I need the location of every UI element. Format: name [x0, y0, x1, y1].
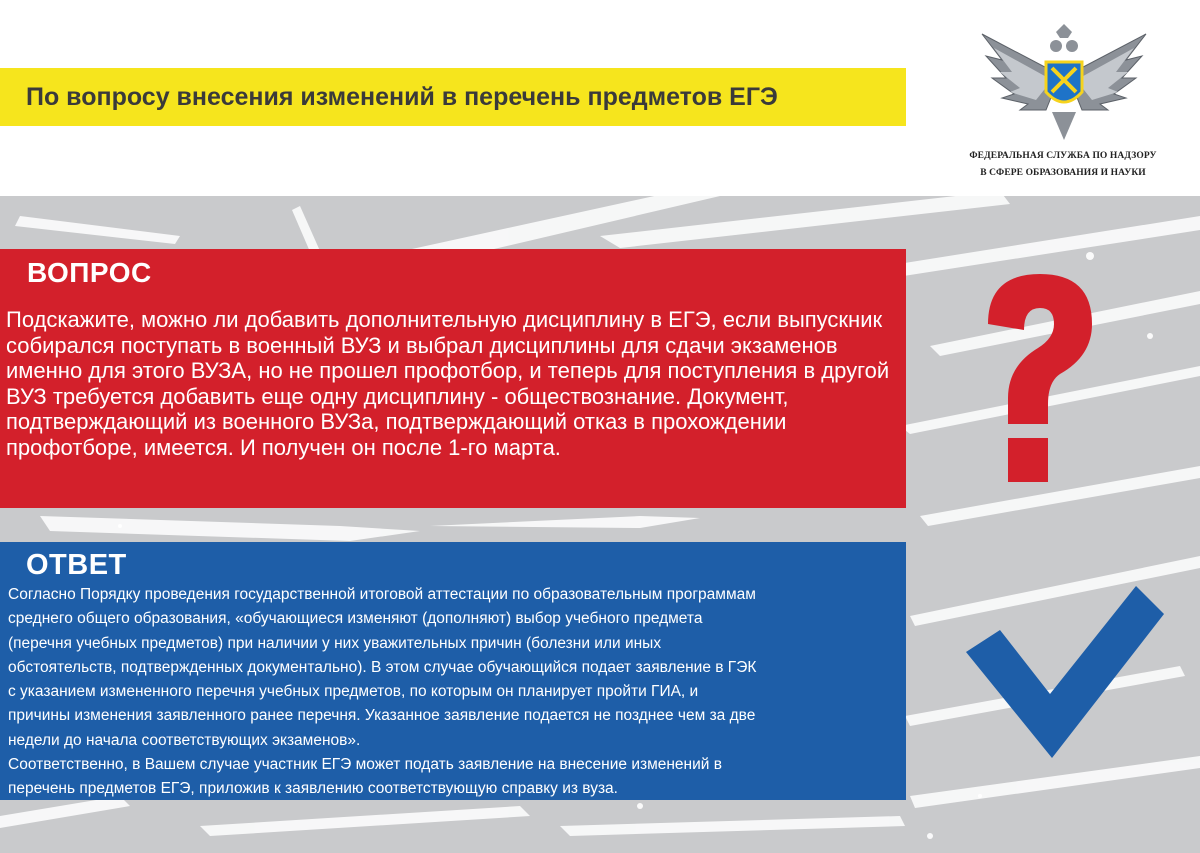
answer-line: причины изменения заявленного ранее перечня. Указанное заявление подается не позднее чем за две: [8, 707, 756, 725]
title-banner: [0, 68, 906, 126]
agency-line-2: В СФЕРЕ ОБРАЗОВАНИЯ И НАУКИ: [980, 168, 1146, 178]
agency-name: [950, 148, 1176, 182]
question-panel: [0, 249, 906, 508]
answer-line: недели до начала соответствующих экзаменов».: [8, 731, 361, 749]
answer-line: Соответственно, в Вашем случае участник ЕГЭ может подать заявление на внесение изменений в: [8, 756, 722, 774]
agency-line-1: ФЕДЕРАЛЬНАЯ СЛУЖБА ПО НАДЗОРУ: [969, 151, 1157, 161]
answer-line: перечень предметов ЕГЭ, приложив к заявлению соответствующую справку из вуза.: [8, 780, 618, 798]
eagle-emblem-icon: [972, 20, 1156, 145]
check-mark-icon: [960, 582, 1170, 767]
question-text: Подскажите, можно ли добавить дополнительную дисциплину в ЕГЭ, если выпускник собирался поступать в военный ВУЗ и выбрал дисциплины для сдачи экзаменов именно для этого ВУЗА, но не прошел профотбор, и теперь для поступления в другой ВУЗ требуется добавить еще одну дисциплину - обществознание. Документ, подтверждающий из военного ВУЗа, подтверждающий отказ в прохождении профотборе, имеется. И получен он после 1-го марта.: [6, 307, 890, 460]
answer-heading: ОТВЕТ: [26, 549, 127, 581]
answer-line: (перечня учебных предметов) при наличии у них уважительных причин (болезни или иных: [8, 634, 662, 652]
page-title: По вопросу внесения изменений в перечень предметов ЕГЭ: [26, 83, 778, 111]
answer-line: Согласно Порядку проведения государственной итоговой аттестации по образовательным программам: [8, 586, 756, 603]
question-mark-icon: [940, 238, 1130, 488]
answer-line: среднего общего образования, «обучающиеся изменяют (дополняют) выбор учебного предмета: [8, 610, 703, 628]
answer-line: обстоятельств, подтвержденных документально). В этом случае обучающийся подает заявление в ГЭК: [8, 658, 757, 676]
answer-panel: [0, 542, 906, 800]
question-heading: ВОПРОС: [27, 257, 152, 288]
answer-line: с указанием измененного перечня учебных предметов, по которым он планирует пройти ГИА, и: [8, 683, 699, 701]
answer-text: [8, 583, 904, 800]
